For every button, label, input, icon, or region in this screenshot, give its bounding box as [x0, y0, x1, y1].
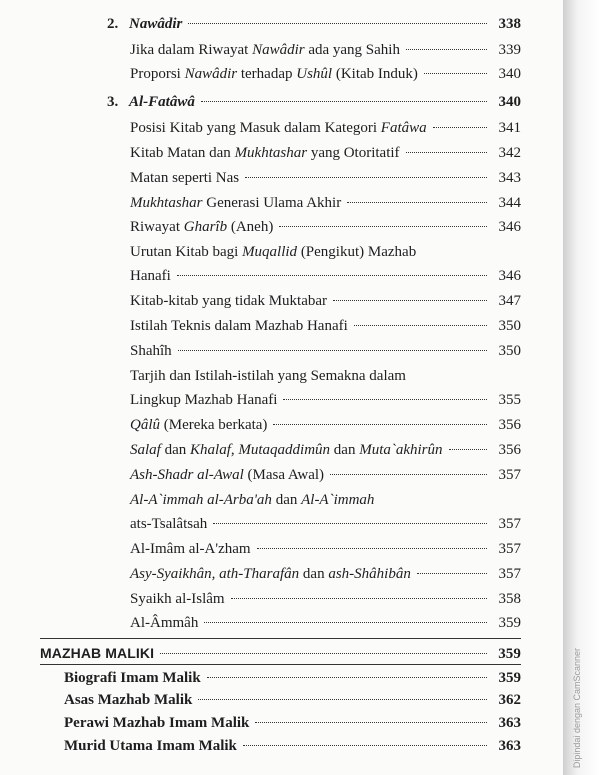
scanner-watermark: Dipindai dengan CamScanner [572, 648, 582, 769]
toc-page-number: 343 [498, 170, 521, 186]
toc-page-number: 357 [498, 467, 521, 483]
toc-title: Nawâdir [129, 16, 183, 32]
toc-entry[interactable] [130, 316, 521, 336]
dot-leader [347, 202, 487, 203]
dot-leader [449, 449, 487, 450]
toc-page-number: 347 [498, 293, 521, 309]
dot-leader [198, 699, 487, 700]
toc-entry[interactable] [130, 415, 521, 435]
toc-entry[interactable] [130, 613, 521, 633]
toc-page-number: 340 [498, 94, 521, 110]
toc-entry[interactable] [130, 40, 521, 60]
toc-page-number: 357 [498, 541, 521, 557]
toc-entry[interactable] [64, 690, 521, 710]
toc-page-number: 344 [498, 195, 521, 211]
toc-entry[interactable] [130, 341, 521, 361]
toc-entry[interactable] [130, 168, 521, 188]
toc-chapter-mazhab-maliki[interactable] [40, 643, 521, 664]
toc-title: Matan seperti Nas [130, 170, 240, 186]
dot-leader [424, 73, 487, 74]
toc-entry[interactable] [130, 217, 521, 237]
dot-leader [204, 622, 487, 623]
toc-title: Hanafi [130, 268, 171, 284]
dot-leader [406, 152, 487, 153]
toc-entry[interactable] [130, 64, 521, 84]
toc-title: Al-Imâm al-A'zham [130, 541, 251, 557]
dot-leader [188, 23, 487, 24]
toc-entry-line1 [130, 490, 521, 510]
toc-page-number: 363 [498, 715, 521, 731]
toc-title: Perawi Mazhab Imam Malik [64, 715, 250, 731]
toc-title: Tarjih dan Istilah-istilah yang Semakna dalam [130, 368, 406, 384]
toc-page-number: 356 [498, 442, 521, 458]
toc-title: Shahîh [130, 343, 172, 359]
dot-leader [245, 177, 487, 178]
toc-entry[interactable] [130, 440, 521, 460]
toc-page-number: 359 [498, 615, 521, 631]
toc-title: Istilah Teknis dalam Mazhab Hanafi [130, 318, 348, 334]
toc-title: Lingkup Mazhab Hanafi [130, 392, 278, 408]
toc-entry[interactable] [130, 390, 521, 410]
toc-page-number: 359 [498, 670, 521, 686]
dot-leader [433, 127, 487, 128]
toc-page-number: 357 [498, 566, 521, 582]
toc-page-number: 340 [498, 66, 521, 82]
dot-leader [417, 573, 487, 574]
dot-leader [160, 653, 487, 654]
toc-title: Kitab Matan dan Mukhtashar yang Otoritatif [130, 145, 400, 161]
toc-title: Murid Utama Imam Malik [64, 738, 237, 754]
dot-leader [231, 598, 487, 599]
toc-entry[interactable] [130, 193, 521, 213]
toc-page-number: 359 [498, 646, 521, 662]
dot-leader [243, 745, 487, 746]
toc-entry[interactable] [130, 266, 521, 286]
toc-page-number: 346 [498, 219, 521, 235]
toc-title: Biografi Imam Malik [64, 670, 201, 686]
toc-page-number: 342 [498, 145, 521, 161]
toc-entry[interactable] [130, 118, 521, 138]
toc-entry[interactable] [64, 713, 521, 733]
toc-title: Al-A`immah al-Arba'ah dan Al-A`immah [130, 492, 375, 508]
dot-leader [178, 350, 487, 351]
toc-page-number: 362 [498, 692, 521, 708]
dot-leader [213, 523, 487, 524]
chapter-rule-bottom [40, 664, 521, 665]
toc-page-number: 350 [498, 318, 521, 334]
dot-leader [273, 424, 487, 425]
toc-title: ats-Tsalâtsah [130, 516, 208, 532]
dot-leader [177, 275, 487, 276]
toc-entry[interactable] [130, 539, 521, 559]
toc-page-number: 339 [498, 42, 521, 58]
toc-entry[interactable] [130, 514, 521, 534]
toc-title: Asas Mazhab Malik [64, 692, 193, 708]
toc-entry-nawadir[interactable]: 2. Nawâdir 338 [107, 16, 521, 32]
toc-page-number: 358 [498, 591, 521, 607]
dot-leader [279, 226, 487, 227]
toc-title: Ash-Shadr al-Awal (Masa Awal) [130, 467, 325, 483]
toc-page-number: 341 [498, 120, 521, 136]
toc-title: Asy-Syaikhân, ath-Tharafân dan ash-Shâhibân [130, 566, 411, 582]
dot-leader [354, 325, 487, 326]
toc-entry[interactable] [130, 143, 521, 163]
toc-entry[interactable] [64, 668, 521, 688]
toc-title: Riwayat Gharîb (Aneh) [130, 219, 274, 235]
dot-leader [201, 101, 487, 102]
toc-entry[interactable] [130, 589, 521, 609]
dot-leader [330, 474, 487, 475]
toc-page-number: 338 [498, 16, 521, 32]
chapter-title: MAZHAB MALIKI [40, 645, 155, 661]
toc-title: Kitab-kitab yang tidak Muktabar [130, 293, 328, 309]
chapter-rule-top [40, 638, 521, 639]
dot-leader [283, 399, 487, 400]
toc-entry[interactable] [130, 564, 521, 584]
dot-leader [255, 722, 487, 723]
toc-title: Urutan Kitab bagi Muqallid (Pengikut) Mazhab [130, 244, 417, 260]
toc-page-number: 356 [498, 417, 521, 433]
toc-title: Al-Âmmâh [130, 615, 199, 631]
dot-leader [406, 49, 487, 50]
toc-entry-line1 [130, 242, 521, 262]
dot-leader [333, 300, 487, 301]
toc-title: Salaf dan Khalaf, Mutaqaddimûn dan Muta`akhirûn [130, 442, 443, 458]
toc-entry[interactable] [130, 291, 521, 311]
toc-title: Qâlû (Mereka berkata) [130, 417, 268, 433]
toc-title: Proporsi Nawâdir terhadap Ushûl (Kitab Induk) [130, 66, 418, 82]
toc-entry-line1 [130, 366, 521, 386]
toc-title: Syaikh al-Islâm [130, 591, 225, 607]
toc-entry-al-fatawa[interactable]: 3. Al-Fatâwâ 340 [107, 94, 521, 110]
toc-page-number: 355 [498, 392, 521, 408]
dot-leader [207, 677, 487, 678]
toc-page-number: 346 [498, 268, 521, 284]
toc-title: Mukhtashar Generasi Ulama Akhir [130, 195, 342, 211]
toc-title: Posisi Kitab yang Masuk dalam Kategori Fatâwa [130, 120, 427, 136]
toc-title: Al-Fatâwâ [129, 94, 195, 110]
toc-page-number: 350 [498, 343, 521, 359]
dot-leader [257, 548, 487, 549]
toc-page-number: 363 [498, 738, 521, 754]
toc-entry[interactable] [130, 465, 521, 485]
toc-entry[interactable] [64, 736, 521, 756]
toc-title: Jika dalam Riwayat Nawâdir ada yang Sahih [130, 42, 400, 58]
toc-page-number: 357 [498, 516, 521, 532]
